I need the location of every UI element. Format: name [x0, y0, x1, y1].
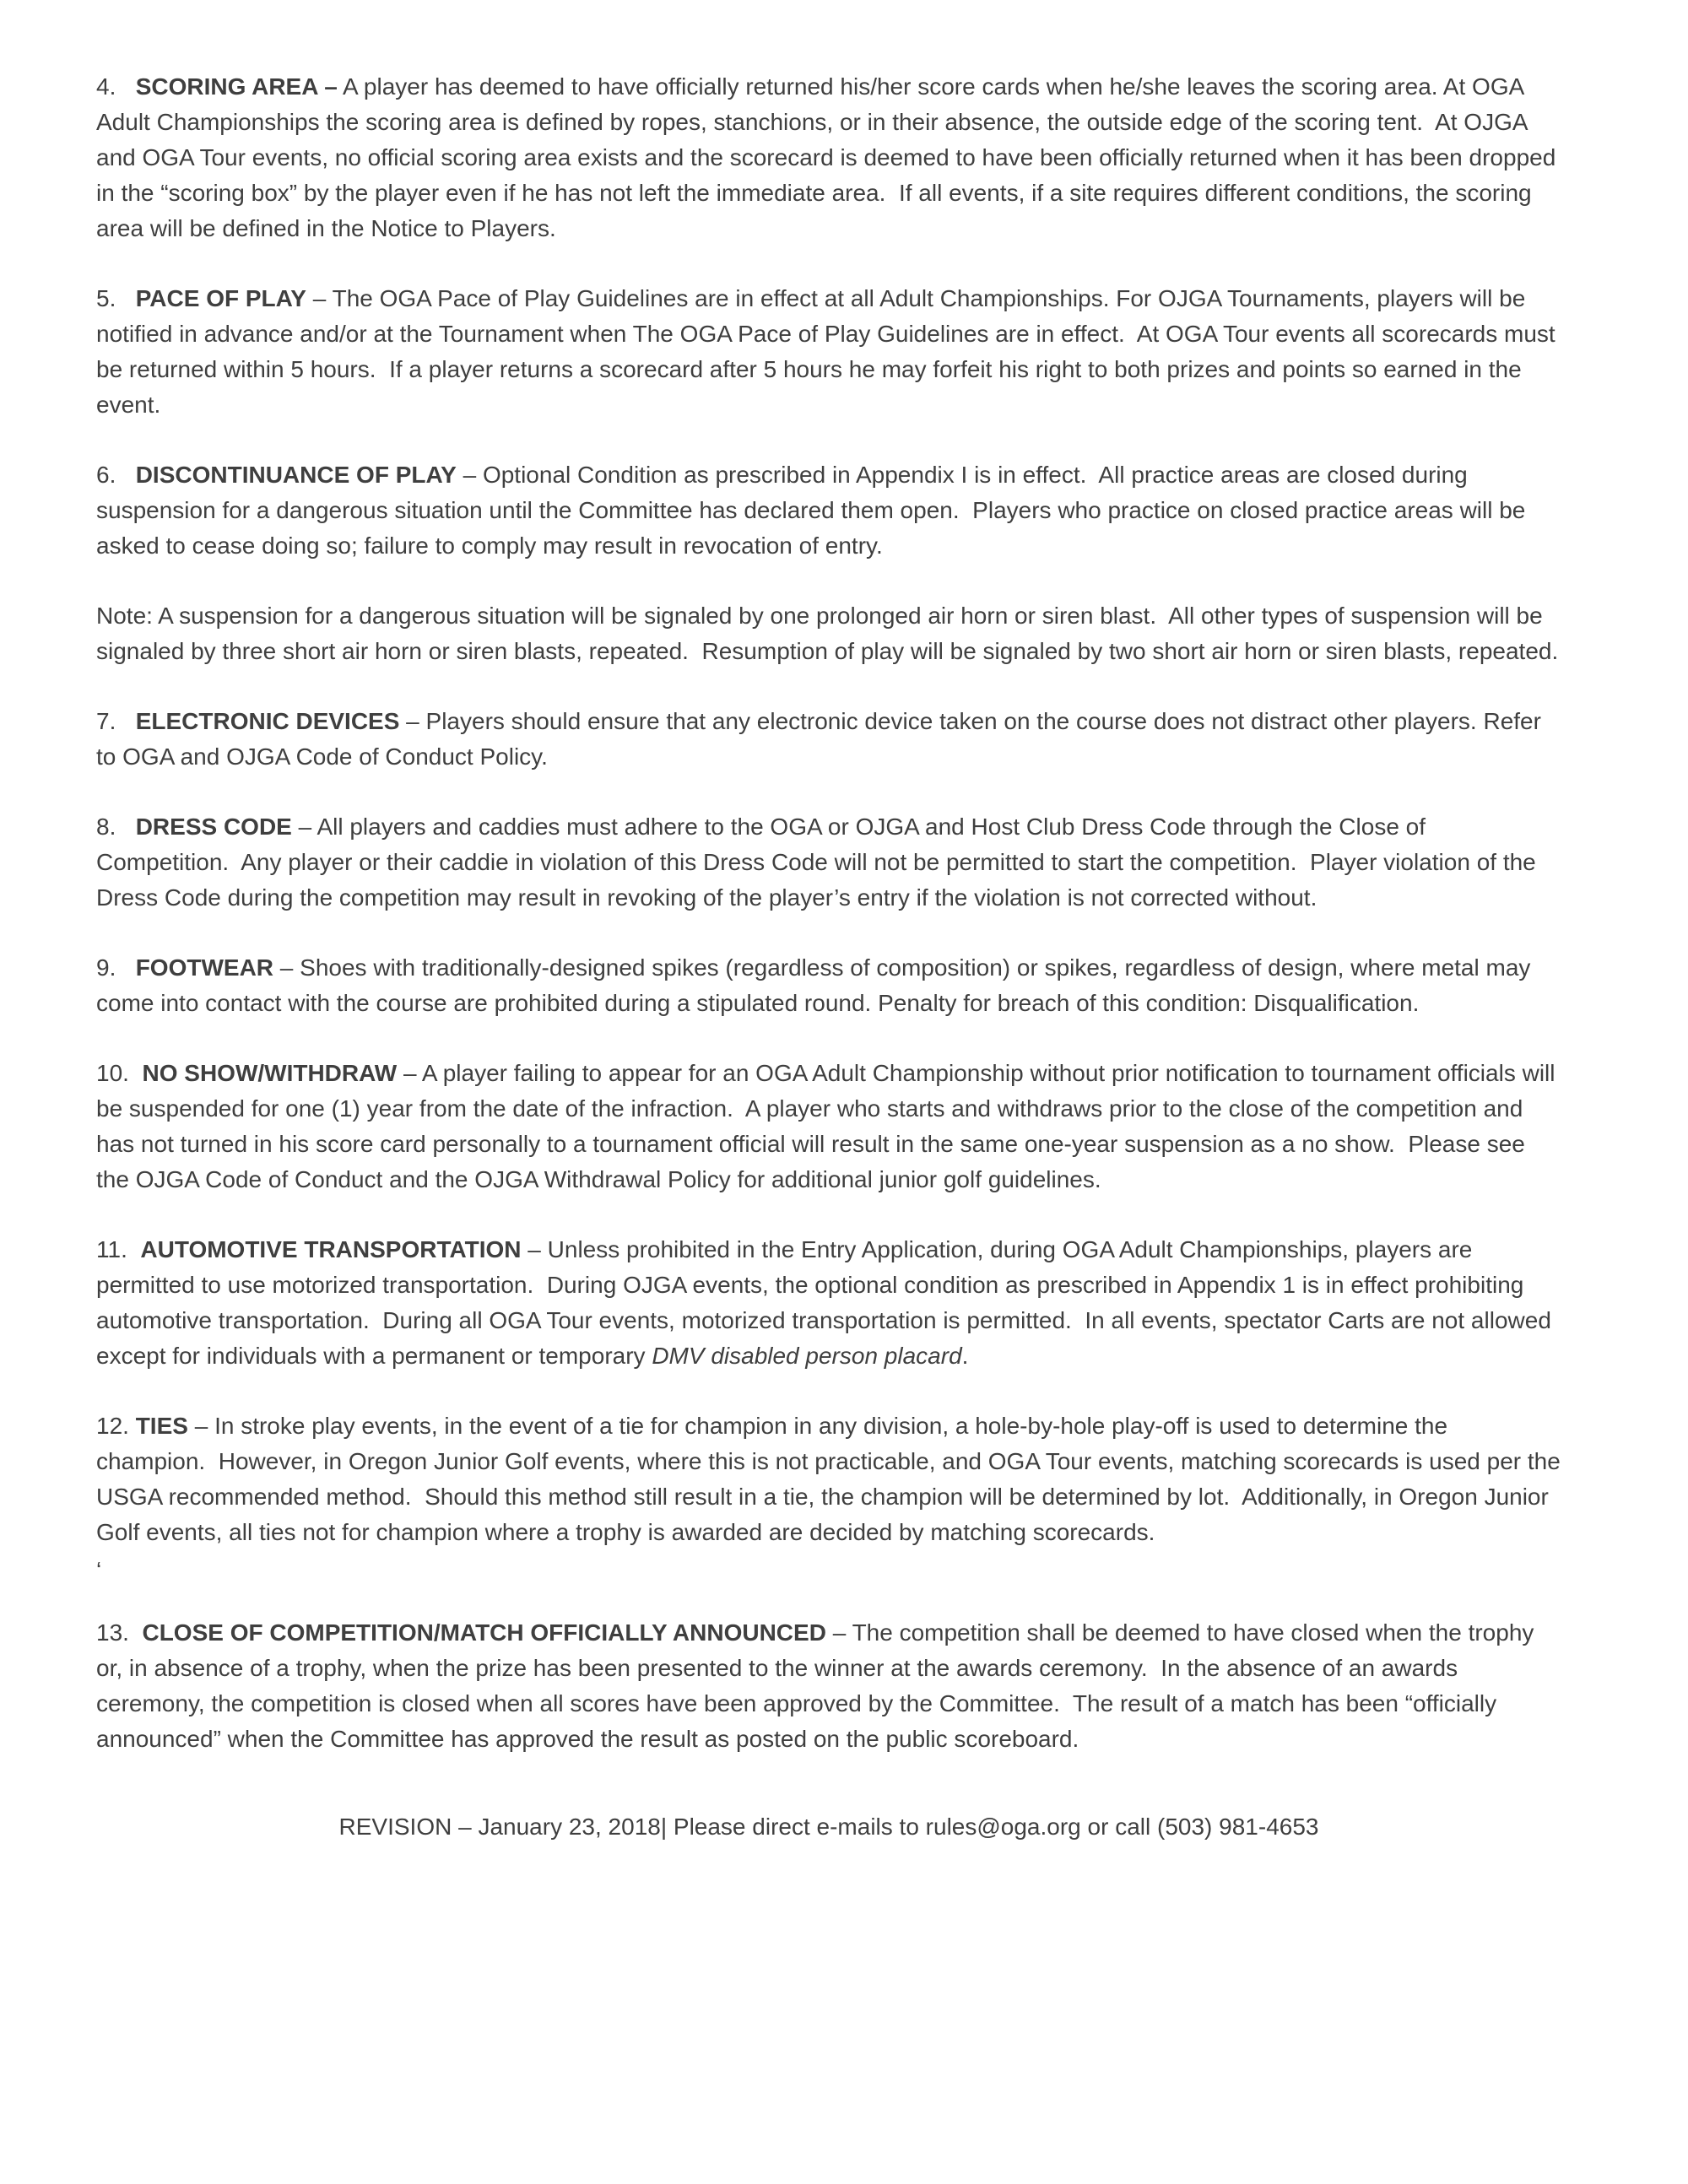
text-segment: SCORING AREA – — [135, 73, 338, 100]
text-segment: – Unless prohibited in the Entry Application, during OGA Adult Championships, players are permitted to use motorized transportation. During OJGA events, the optional condition as prescribed in Appendix 1 is in effect prohibiting automotive transportation. During all OGA Tour events, motorized transportation is permitted. In all events, spectator Carts are not allowed except for individuals with a permanent or temporary — [96, 1236, 1558, 1369]
text-segment: AUTOMOTIVE TRANSPORTATION — [140, 1236, 522, 1262]
text-segment: PACE OF PLAY — [135, 285, 306, 311]
paragraph-8-dress-code — [96, 809, 1561, 916]
text-segment: Note: A suspension for a dangerous situation will be signaled by one prolonged air horn or siren blast. All other types of suspension will be signaled by three short air horn or siren blasts, repeated. Resumption of play will be signaled by two short air horn or siren blasts, repeated. — [96, 603, 1559, 664]
paragraph-4-scoring-area — [96, 69, 1561, 246]
text-segment: A player has deemed to have officially returned his/her score cards when he/she leaves the scoring area. At OGA Adult Championships the scoring area is defined by ropes, stanchions, or in their absence, the outside edge of the scoring tent. At OJGA and OGA Tour events, no official scoring area exists and the scorecard is deemed to have been officially returned when it has been dropped in the “scoring box” by the player even if he has not left the immediate area. If all events, if a site requires different conditions, the scoring area will be defined in the Notice to Players. — [96, 73, 1563, 241]
text-segment: 13. — [96, 1619, 143, 1646]
text-segment: 11. — [96, 1236, 141, 1262]
text-segment: REVISION – January 23, 2018| Please direct e-mails to rules@oga.org or call (503) 981-4653 — [338, 1814, 1319, 1840]
text-segment: DRESS CODE — [135, 814, 292, 840]
paragraph-13-close-of-competition — [96, 1615, 1561, 1757]
text-segment: CLOSE OF COMPETITION/MATCH OFFICIALLY ANNOUNCED — [142, 1619, 826, 1646]
document-body — [96, 69, 1567, 1845]
text-segment: 4. — [96, 73, 136, 100]
text-segment: – A player failing to appear for an OGA Adult Championship without prior notification to tournament officials will be suspended for one (1) year from the date of the infraction. A player who starts and withdraws prior to the close of the competition and has not turned in his score card personally to a tournament official will result in the same one-year suspension as a no show. Please see the OJGA Code of Conduct and the OJGA Withdrawal Policy for additional junior golf guidelines. — [96, 1060, 1562, 1192]
text-segment: 8. — [96, 814, 136, 840]
text-segment: FOOTWEAR — [135, 954, 274, 981]
text-segment: ELECTRONIC DEVICES — [135, 708, 400, 734]
paragraph-12-ties — [96, 1408, 1567, 1550]
paragraph-5-pace-of-play — [96, 281, 1561, 423]
text-segment: 10. — [96, 1060, 143, 1086]
text-segment: 6. — [96, 462, 136, 488]
footer-line — [96, 1809, 1561, 1845]
text-segment: DISCONTINUANCE OF PLAY — [135, 462, 457, 488]
text-segment: 5. — [96, 285, 136, 311]
text-segment: – The competition shall be deemed to have closed when the trophy or, in absence of a trophy, when the prize has been presented to the winner at the awards ceremony. In the absence of an awards ceremony, the competition is closed when all scores have been approved by the Committee. The result of a match has been “officially announced” when the Committee has approved the result as posted on the public scoreboard. — [96, 1619, 1541, 1752]
text-segment: DMV disabled person placard — [652, 1343, 962, 1369]
paragraph-7-electronic-devices — [96, 704, 1561, 775]
text-segment: – Shoes with traditionally-designed spikes (regardless of composition) or spikes, regardless of design, where metal may come into contact with the course are prohibited during a stipulated round. Penalty for breach of this condition: Disqualification. — [96, 954, 1538, 1016]
text-segment: 12. — [96, 1413, 136, 1439]
text-segment: 7. — [96, 708, 136, 734]
text-segment: – Players should ensure that any electronic device taken on the course does not distract other players. Refer to OGA and OJGA Code of Conduct Policy. — [96, 708, 1548, 770]
text-segment: – The OGA Pace of Play Guidelines are in effect at all Adult Championships. For OJGA Tournaments, players will be notified in advance and/or at the Tournament when The OGA Pace of Play Guidelines are in effect. At OGA Tour events all scorecards must be returned within 5 hours. If a player returns a scorecard after 5 hours he may forfeit his right to both prizes and points so earned in the event. — [96, 285, 1562, 418]
text-segment: NO SHOW/WITHDRAW — [142, 1060, 398, 1086]
text-segment: – All players and caddies must adhere to the OGA or OJGA and Host Club Dress Code through the Close of Competition. Any player or their caddie in violation of this Dress Code will not be permitted to start the competition. Player violation of the Dress Code during the competition may result in revoking of the player’s entry if the violation is not corrected without. — [96, 814, 1543, 911]
text-segment: 9. — [96, 954, 136, 981]
text-segment: ‘ — [96, 1557, 102, 1583]
paragraph-6-discontinuance-of-play — [96, 457, 1561, 564]
text-segment: – In stroke play events, in the event of a tie for champion in any division, a hole-by-hole play-off is used to determine the champion. However, in Oregon Junior Golf events, where this is not practicable, and OGA Tour events, matching scorecards is used per the USGA recommended method. Should this method still result in a tie, the champion will be determined by lot. Additionally, in Oregon Junior Golf events, all ties not for champion where a trophy is awarded are decided by matching scorecards. — [96, 1413, 1567, 1545]
text-segment: TIES — [135, 1413, 188, 1439]
text-segment: – Optional Condition as prescribed in Appendix I is in effect. All practice areas are closed during suspension for a dangerous situation until the Committee has declared them open. Players who practice on closed practice areas will be asked to cease doing so; failure to comply may result in revocation of entry. — [96, 462, 1533, 559]
text-segment: . — [961, 1343, 969, 1369]
paragraph-note-suspension-signals — [96, 598, 1561, 669]
paragraph-9-footwear — [96, 950, 1561, 1021]
stray-quote — [96, 1553, 1561, 1588]
paragraph-10-no-show-withdraw — [96, 1056, 1561, 1197]
paragraph-11-automotive-transportation — [96, 1232, 1561, 1374]
